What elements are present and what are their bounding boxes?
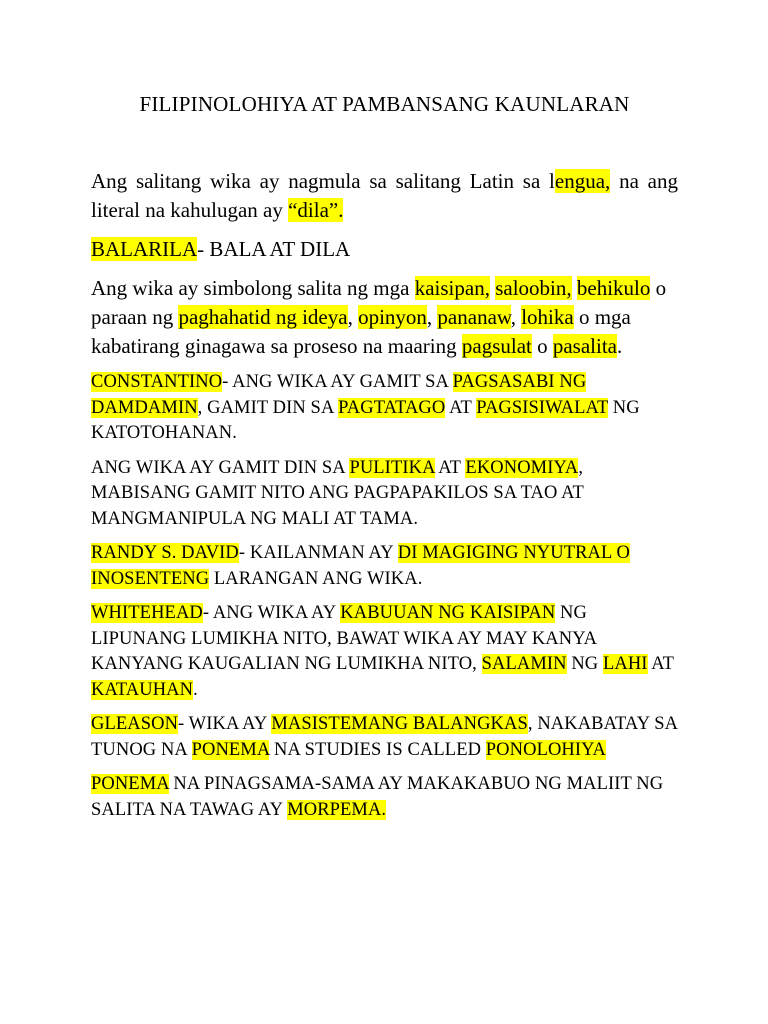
- highlighted-text: engua,: [554, 169, 611, 193]
- highlighted-text: PONOLOHIYA: [485, 739, 607, 760]
- highlighted-text: pasalita: [552, 334, 617, 358]
- highlighted-text: LAHI: [602, 654, 648, 674]
- highlighted-text: behikulo: [576, 276, 651, 300]
- paragraph-constantino: [91, 370, 678, 447]
- text-run: NG: [566, 654, 603, 674]
- paragraph-pulitika: [91, 456, 678, 533]
- text-run: na ang literal na kahulugan ay: [91, 169, 678, 222]
- paragraph-wika-definition: [91, 274, 678, 361]
- paragraph-randy-david: [91, 541, 678, 592]
- highlighted-text: pananaw: [437, 305, 511, 329]
- text-run: AT: [434, 457, 466, 478]
- text-run: ,: [426, 305, 438, 329]
- highlighted-text: PAGSASABI NG DAMDAMIN: [91, 372, 587, 418]
- highlighted-text: MORPEMA.: [287, 799, 387, 820]
- highlighted-text: EKONOMIYA: [465, 457, 579, 478]
- highlighted-text: GLEASON: [91, 714, 179, 734]
- text-run: ,: [510, 305, 522, 329]
- text-run: NG KATOTOHANAN.: [91, 397, 640, 443]
- highlighted-text: lohika: [521, 305, 574, 329]
- document-title: FILIPINOLOHIYA AT PAMBANSANG KAUNLARAN: [139, 92, 630, 116]
- highlighted-text: RANDY S. DAVID: [91, 543, 239, 563]
- highlighted-text: KABUUAN NG KAISIPAN: [340, 603, 556, 623]
- text-run: LARANGAN ANG WIKA.: [209, 568, 423, 589]
- text-run: , MABISANG GAMIT NITO ANG PAGPAPAKILOS SA TAO AT MANGMANIPULA NG MALI AT TAMA.: [91, 457, 584, 529]
- paragraph-whitehead: [91, 601, 678, 703]
- text-run: , NAKABATAY SA TUNOG NA: [91, 714, 678, 760]
- text-run: ANG WIKA AY GAMIT DIN SA: [91, 457, 350, 478]
- text-run: - ANG WIKA AY GAMIT SA: [222, 372, 453, 392]
- text-run: o paraan ng: [91, 276, 667, 329]
- highlighted-text: BALARILA: [91, 237, 198, 261]
- highlighted-text: WHITEHEAD: [91, 603, 203, 623]
- text-run: .: [193, 679, 198, 700]
- text-run: - ANG WIKA AY: [202, 603, 341, 623]
- highlighted-text: PAGTATAGO: [338, 397, 446, 418]
- text-run: AT: [647, 654, 674, 674]
- text-run: , GAMIT DIN SA: [197, 397, 339, 418]
- highlighted-text: DI MAGIGING NYUTRAL O INOSENTENG: [91, 543, 630, 589]
- highlighted-text: PULITIKA: [349, 457, 435, 478]
- text-run: Ang salitang wika ay nagmula sa salitang Latin sa l: [91, 169, 555, 193]
- highlighted-text: kaisipan,: [414, 276, 490, 300]
- highlighted-text: PONEMA: [91, 774, 169, 794]
- highlighted-text: “dila”.: [288, 198, 344, 222]
- highlighted-text: SALAMIN: [481, 654, 567, 674]
- highlighted-text: PAGSISIWALAT: [476, 397, 609, 418]
- highlighted-text: opinyon: [358, 305, 427, 329]
- text-run: ,: [347, 305, 359, 329]
- text-run: Ang wika ay simbolong salita ng mga: [91, 276, 415, 300]
- highlighted-text: saloobin,: [495, 276, 572, 300]
- text-run: - KAILANMAN AY: [238, 543, 398, 563]
- text-run: - WIKA AY: [178, 714, 272, 734]
- text-run: AT: [445, 397, 477, 418]
- text-run: o: [531, 334, 553, 358]
- text-run: NA PINAGSAMA-SAMA AY MAKAKABUO NG MALIIT NG SALITA NA TAWAG AY: [91, 774, 664, 820]
- paragraph-balarila: [91, 235, 678, 264]
- paragraph-gleason: [91, 712, 678, 763]
- highlighted-text: paghahatid ng ideya: [178, 305, 348, 329]
- highlighted-text: pagsulat: [461, 334, 532, 358]
- text-run: o mga kabatirang ginagawa sa proseso na maaring: [91, 305, 631, 358]
- paragraph-ponema: [91, 772, 678, 823]
- highlighted-text: CONSTANTINO: [91, 372, 223, 392]
- highlighted-text: KATAUHAN: [91, 679, 194, 700]
- text-run: .: [617, 334, 623, 358]
- text-run: NG LIPUNANG LUMIKHA NITO, BAWAT WIKA AY MAY KANYA KANYANG KAUGALIAN NG LUMIKHA NITO,: [91, 603, 597, 674]
- highlighted-text: PONEMA: [191, 739, 270, 760]
- text-run: - BALA AT DILA: [197, 237, 351, 261]
- text-run: NA STUDIES IS CALLED: [269, 739, 486, 760]
- paragraph-wika-origin: [91, 167, 678, 225]
- highlighted-text: MASISTEMANG BALANGKAS: [271, 714, 528, 734]
